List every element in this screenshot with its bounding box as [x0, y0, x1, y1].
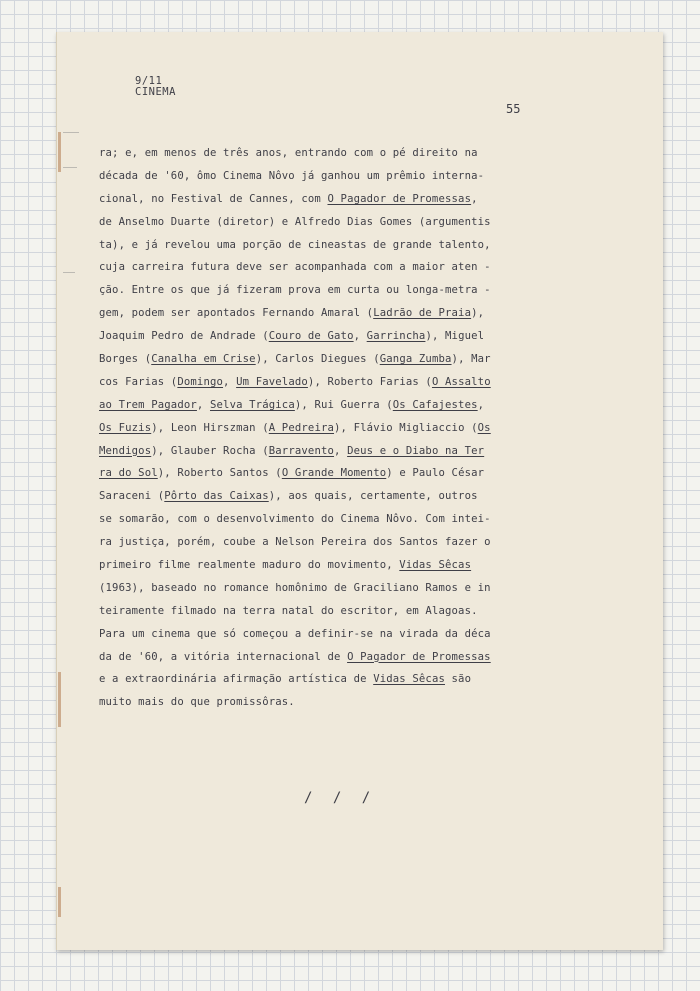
text-segment: ra justiça, porém, coube a Nelson Pereira dos Santos fazer o [99, 536, 491, 549]
film-title: Garrincha [366, 330, 426, 343]
typewritten-page [56, 32, 663, 950]
text-segment: muito mais do que promissôras. [99, 696, 295, 709]
text-segment: ), [471, 307, 485, 320]
text-segment: , [477, 398, 485, 411]
film-title: Domingo [177, 375, 224, 388]
text-segment: ), Carlos Diegues ( [255, 353, 380, 366]
text-segment: se somarão, com o desenvolvimento do Cinema Nôvo. Com intei- [99, 513, 491, 526]
text-segment: ta), e já revelou uma porção de cineastas de grande talento, [99, 238, 491, 251]
text-segment: cional, no Festival de Cannes, com [99, 192, 328, 205]
text-segment: são [445, 673, 472, 686]
text-segment: ) e Paulo César [386, 467, 485, 480]
text-segment: Saraceni ( [99, 490, 165, 503]
paper-stain [58, 887, 61, 917]
text-line [99, 600, 539, 623]
film-title: O Grande Momento [281, 467, 387, 480]
text-segment: ), Roberto Santos ( [157, 467, 282, 480]
body-text [99, 142, 539, 714]
text-line [99, 508, 539, 531]
text-line [99, 371, 539, 394]
text-segment: da de '60, a vitória internacional de [99, 650, 348, 663]
text-segment: e a extraordinária afirmação artística de [99, 673, 374, 686]
film-title: Ladrão de Praia [373, 307, 472, 320]
text-segment: , [223, 375, 237, 388]
text-line [99, 211, 539, 234]
film-title: O Pagador de Promessas [347, 650, 491, 663]
text-line [99, 623, 539, 646]
text-segment: teiramente filmado na terra natal do escritor, em Alagoas. [99, 604, 478, 617]
film-title: Vidas Sêcas [373, 673, 445, 686]
film-title: Um Favelado [236, 375, 308, 388]
text-line [99, 691, 539, 714]
text-line [99, 302, 539, 325]
text-segment: ), Flávio Migliaccio ( [334, 421, 478, 434]
text-segment: década de '60, ômo Cinema Nôvo já ganhou um prêmio interna- [99, 169, 485, 182]
margin-tick [63, 272, 75, 273]
paper-stain [58, 132, 61, 172]
text-segment: gem, podem ser apontados Fernando Amaral ( [99, 307, 374, 320]
text-segment: de Anselmo Duarte (diretor) e Alfredo Dias Gomes (argumentis [99, 215, 491, 228]
end-marks: / / / [304, 790, 377, 806]
text-line [99, 348, 539, 371]
margin-tick [63, 167, 77, 168]
text-segment: Borges ( [99, 353, 152, 366]
film-title: Selva Trágica [209, 398, 295, 411]
text-segment: (1963), baseado no romance homônimo de Graciliano Ramos e in [99, 581, 491, 594]
film-title: ra do Sol [99, 467, 158, 480]
text-segment: ), Glauber Rocha ( [151, 444, 269, 457]
text-segment: ), Rui Guerra ( [294, 398, 393, 411]
text-segment: ção. Entre os que já fizeram prova em curta ou longa-metra - [99, 284, 491, 297]
text-line [99, 462, 539, 485]
margin-tick [63, 132, 79, 133]
film-title: Deus e o Diabo na Ter [347, 444, 485, 457]
text-segment: Joaquim Pedro de Andrade ( [99, 330, 269, 343]
text-segment: primeiro filme realmente maduro do movimento, [99, 559, 400, 572]
text-line [99, 646, 539, 669]
text-segment: , [353, 330, 367, 343]
film-title: O Assalto [431, 375, 491, 388]
film-title: A Pedreira [268, 421, 335, 434]
text-segment: ), Mar [451, 353, 491, 366]
text-line [99, 165, 539, 188]
film-title: Os [477, 421, 491, 434]
film-title: Os Fuzis [99, 421, 152, 434]
text-line [99, 417, 539, 440]
text-line [99, 577, 539, 600]
text-segment: , [334, 444, 348, 457]
text-segment: ), aos quais, certamente, outros [268, 490, 478, 503]
film-title: ao Trem Pagador [99, 398, 197, 411]
text-segment: cos Farias ( [99, 375, 178, 388]
page-header [135, 76, 176, 98]
text-segment: ), Leon Hirszman ( [151, 421, 269, 434]
text-line [99, 234, 539, 257]
text-line [99, 279, 539, 302]
paper-stain [58, 672, 61, 727]
text-line [99, 485, 539, 508]
text-segment: cuja carreira futura deve ser acompanhada com a maior aten - [99, 261, 491, 274]
text-line [99, 440, 539, 463]
text-line [99, 256, 539, 279]
film-title: Mendigos [99, 444, 152, 457]
text-segment: Para um cinema que só começou a definir-se na virada da déca [99, 627, 491, 640]
film-title: Couro de Gato [268, 330, 354, 343]
page-number: 55 [506, 102, 521, 116]
film-title: Barravento [268, 444, 335, 457]
header-date: 9/11 [135, 75, 163, 87]
text-line [99, 668, 539, 691]
film-title: Canalha em Crise [151, 353, 256, 366]
text-segment: , [471, 192, 478, 205]
text-segment: ), Roberto Farias ( [307, 375, 432, 388]
film-title: Ganga Zumba [379, 353, 452, 366]
text-segment: ), Miguel [425, 330, 485, 343]
text-line [99, 325, 539, 348]
text-line [99, 188, 539, 211]
text-line [99, 394, 539, 417]
film-title: Os Cafajestes [392, 398, 478, 411]
film-title: Pôrto das Caixas [164, 490, 269, 503]
text-line [99, 142, 539, 165]
header-section: CINEMA [135, 86, 176, 98]
text-line [99, 554, 539, 577]
text-segment: ra; e, em menos de três anos, entrando com o pé direito na [99, 147, 478, 159]
film-title: O Pagador de Promessas [327, 192, 472, 205]
film-title: Vidas Sêcas [399, 559, 472, 572]
text-segment: , [196, 398, 210, 411]
text-line [99, 531, 539, 554]
